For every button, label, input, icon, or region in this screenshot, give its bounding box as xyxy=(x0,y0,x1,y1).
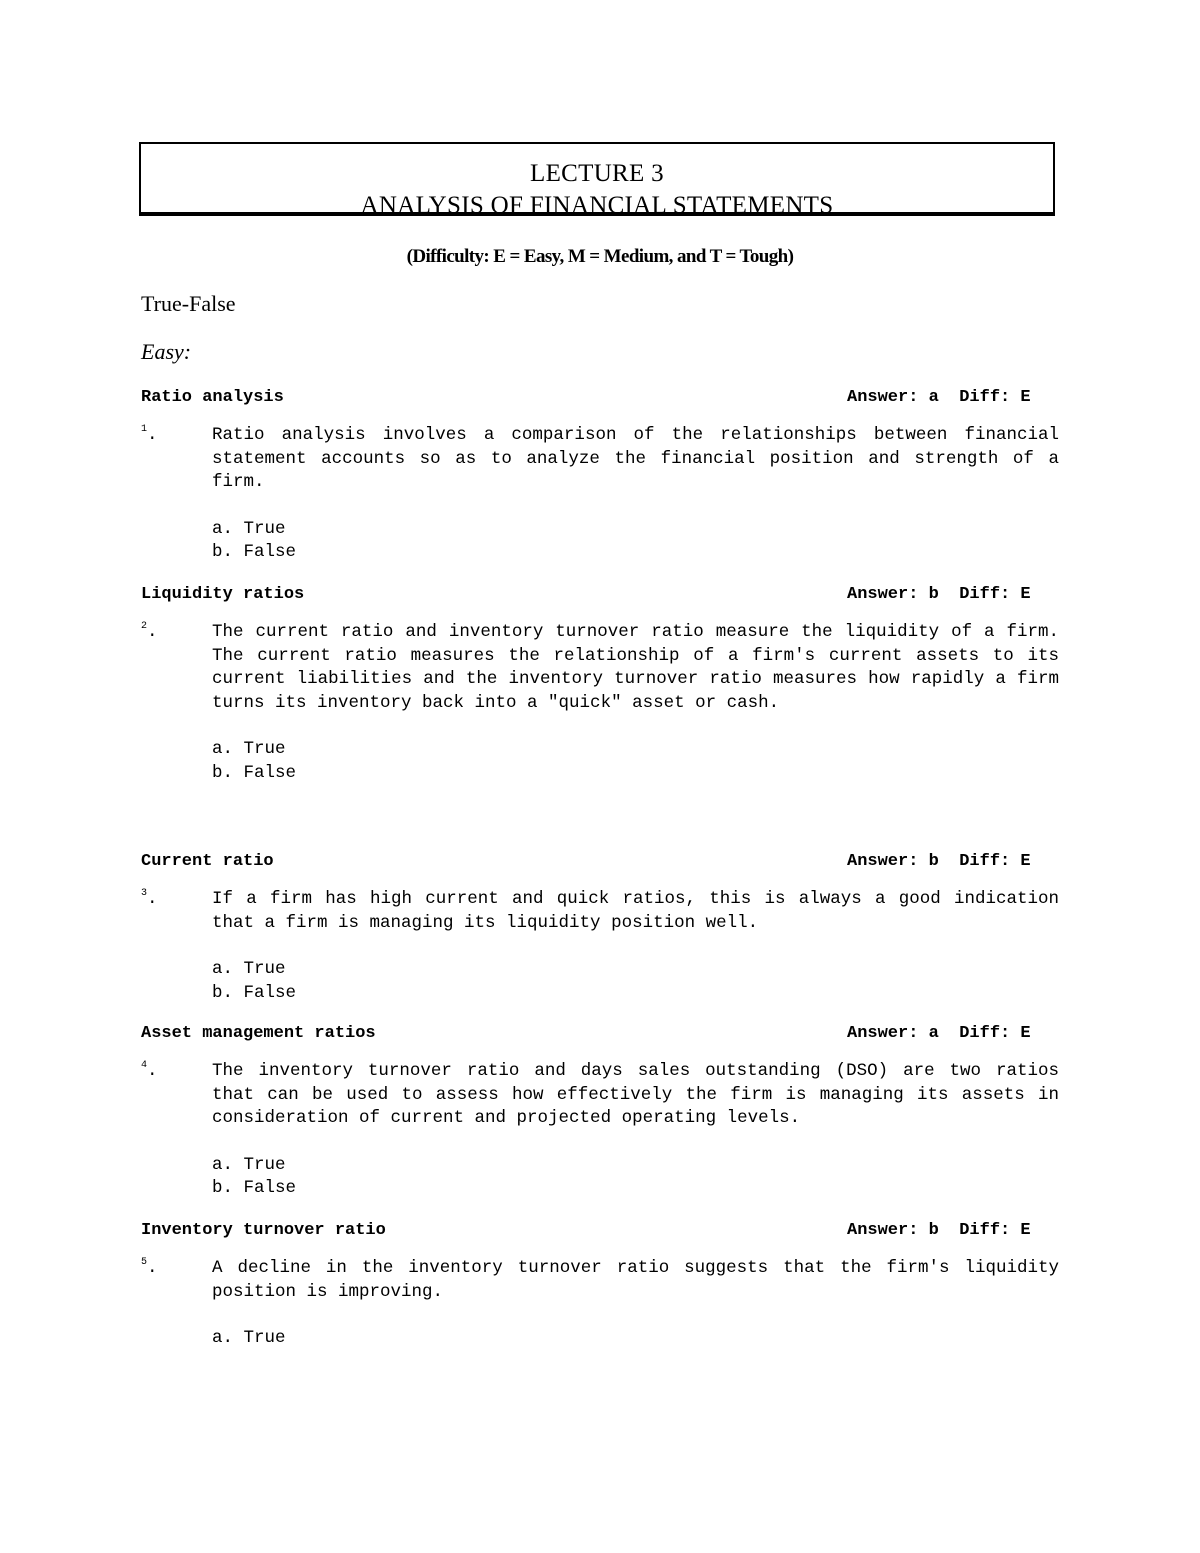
subsection-title: Easy: xyxy=(141,339,192,364)
question-text: A decline in the inventory turnover ratio suggests that the firm's liquidity position is improving. xyxy=(212,1258,1059,1302)
question-3 xyxy=(141,852,1059,1005)
option-false: b. False xyxy=(212,982,297,1003)
option-true: a. True xyxy=(212,959,286,979)
lecture-number: LECTURE 3 xyxy=(530,160,664,187)
lecture-title: ANALYSIS OF FINANCIAL STATEMENTS xyxy=(360,192,834,219)
option-false: b. False xyxy=(212,1178,297,1198)
option-true: a. True xyxy=(212,1328,286,1348)
answer-options xyxy=(212,1327,1059,1351)
option-false: b. False xyxy=(212,542,297,562)
option-false: b. False xyxy=(212,762,297,783)
question-2 xyxy=(141,585,1059,785)
question-1 xyxy=(141,388,1059,565)
lecture-title-box xyxy=(139,142,1055,219)
answer-options xyxy=(212,518,1059,565)
question-topic: Current ratio xyxy=(141,852,274,871)
question-5 xyxy=(141,1221,1059,1351)
answer-difficulty: Answer: a Diff: E xyxy=(847,1024,1031,1043)
option-true: a. True xyxy=(212,518,286,539)
answer-options xyxy=(212,1154,1059,1201)
question-topic: Ratio analysis xyxy=(141,388,284,407)
option-true: a. True xyxy=(212,1154,286,1175)
answer-options xyxy=(212,738,1059,785)
question-topic: Asset management ratios xyxy=(141,1024,376,1043)
answer-difficulty: Answer: b Diff: E xyxy=(847,1221,1031,1240)
question-text: If a firm has high current and quick ratios, this is always a good indication that a firm is managing its liquidity position well. xyxy=(212,889,1059,933)
question-text: The inventory turnover ratio and days sales outstanding (DSO) are two ratios that can be used to assess how effectively the firm is managing its assets in consideration of current and projected operating levels. xyxy=(212,1061,1059,1128)
question-topic: Inventory turnover ratio xyxy=(141,1221,386,1240)
question-4 xyxy=(141,1024,1059,1201)
question-number: $^1$. xyxy=(141,424,158,445)
question-text: The current ratio and inventory turnover ratio measure the liquidity of a firm. The current ratio measures the relationship of a firm's current assets to its current liabilities and the inventory turnover ratio measures how rapidly a firm turns its inventory back into a "quick" asset or cash. xyxy=(212,622,1059,713)
question-number: $^3$. xyxy=(141,888,158,909)
question-number: $^4$. xyxy=(141,1060,158,1081)
question-text: Ratio analysis involves a comparison of the relationships between financial statement accounts so as to analyze the financial position and strength of a firm. xyxy=(212,425,1059,492)
question-topic: Liquidity ratios xyxy=(141,585,305,604)
difficulty-note: (Difficulty: E = Easy, M = Medium, and T = Tough) xyxy=(406,246,794,267)
answer-difficulty: Answer: b Diff: E xyxy=(847,585,1031,604)
section-title: True-False xyxy=(141,291,236,316)
answer-options xyxy=(212,958,1059,1005)
option-true: a. True xyxy=(212,739,286,759)
question-number: $^2$. xyxy=(141,621,158,642)
question-number: $^5$. xyxy=(141,1257,158,1278)
answer-difficulty: Answer: a Diff: E xyxy=(847,388,1031,407)
answer-difficulty: Answer: b Diff: E xyxy=(847,852,1031,871)
